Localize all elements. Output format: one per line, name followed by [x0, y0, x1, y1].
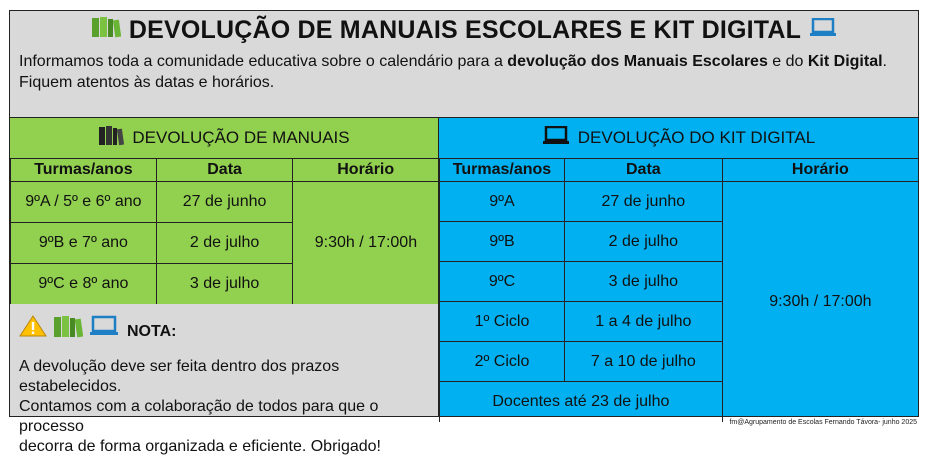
table-header-row — [11, 159, 439, 182]
note-line: decorra de forma organizada e eficiente. Obrigado! — [19, 438, 381, 455]
data-cell: 27 de junho — [156, 182, 293, 223]
title-text: DEVOLUÇÃO DE MANUAIS ESCOLARES E KIT DIGITAL — [128, 16, 802, 44]
note-box — [10, 304, 439, 455]
kit-section-title — [439, 118, 918, 158]
table-row — [440, 182, 919, 222]
manuals-section — [10, 117, 439, 304]
intro-prefix: Informamos toda a comunidade educativa sobre o calendário para a — [19, 53, 508, 70]
turma-cell: 9ºB — [440, 222, 565, 262]
turma-cell: 9ºC e 8º ano — [11, 264, 157, 305]
table-header-row — [440, 159, 919, 182]
data-cell: 3 de julho — [564, 262, 722, 302]
kit-section — [439, 117, 918, 416]
page-title — [10, 16, 918, 45]
kit-table — [439, 158, 918, 422]
note-text — [19, 357, 437, 457]
manuals-section-title — [10, 118, 438, 158]
turma-cell: 9ºA / 5º e 6º ano — [11, 182, 157, 223]
turma-cell: 1º Ciclo — [440, 302, 565, 342]
column-header: Data — [156, 159, 293, 182]
intro-line2: Fiquem atentos às datas e horários. — [19, 74, 275, 91]
manuals-title-text: DEVOLUÇÃO DE MANUAIS — [132, 128, 350, 147]
data-cell: 1 a 4 de julho — [564, 302, 722, 342]
laptop-icon — [89, 315, 119, 342]
warning-icon — [19, 314, 47, 343]
table-row — [11, 182, 439, 223]
data-cell: 2 de julho — [156, 223, 293, 264]
books-icon — [53, 314, 83, 343]
turma-cell: 2º Ciclo — [440, 342, 565, 382]
footer-credit: fm@Agrupamento de Escolas Fernando Távora- junho 2025 — [729, 419, 917, 426]
column-header: Data — [564, 159, 722, 182]
column-header: Horário — [722, 159, 918, 182]
books-icon — [91, 16, 121, 45]
turma-cell: 9ºA — [440, 182, 565, 222]
intro-bold-manuals: devolução dos Manuais Escolares — [507, 53, 768, 70]
laptop-icon — [809, 16, 837, 45]
note-line: A devolução deve ser feita dentro dos prazos estabelecidos. — [19, 358, 340, 395]
books-icon — [98, 126, 124, 151]
turma-cell: 9ºB e 7º ano — [11, 223, 157, 264]
laptop-icon — [542, 126, 570, 151]
column-header: Turmas/anos — [11, 159, 157, 182]
turma-cell: 9ºC — [440, 262, 565, 302]
header — [10, 11, 918, 116]
data-cell: 3 de julho — [156, 264, 293, 305]
intro-mid: e do — [767, 53, 808, 70]
docentes-cell: Docentes até 23 de julho — [440, 382, 723, 422]
data-cell: 7 a 10 de julho — [564, 342, 722, 382]
data-cell: 27 de junho — [564, 182, 722, 222]
horario-cell: 9:30h / 17:00h — [293, 182, 439, 305]
intro-bold-kit: Kit Digital — [807, 53, 883, 70]
data-cell: 2 de julho — [564, 222, 722, 262]
note-label: NOTA: — [127, 322, 177, 340]
note-header — [19, 314, 176, 343]
note-line: Contamos com a colaboração de todos para que o processo — [19, 398, 379, 435]
manuals-table — [10, 158, 439, 305]
column-header: Horário — [293, 159, 439, 182]
kit-title-text: DEVOLUÇÃO DO KIT DIGITAL — [577, 128, 816, 147]
intro-text — [19, 51, 899, 93]
intro-suffix: . — [882, 53, 887, 70]
column-header: Turmas/anos — [440, 159, 565, 182]
horario-cell: 9:30h / 17:00h — [722, 182, 918, 422]
